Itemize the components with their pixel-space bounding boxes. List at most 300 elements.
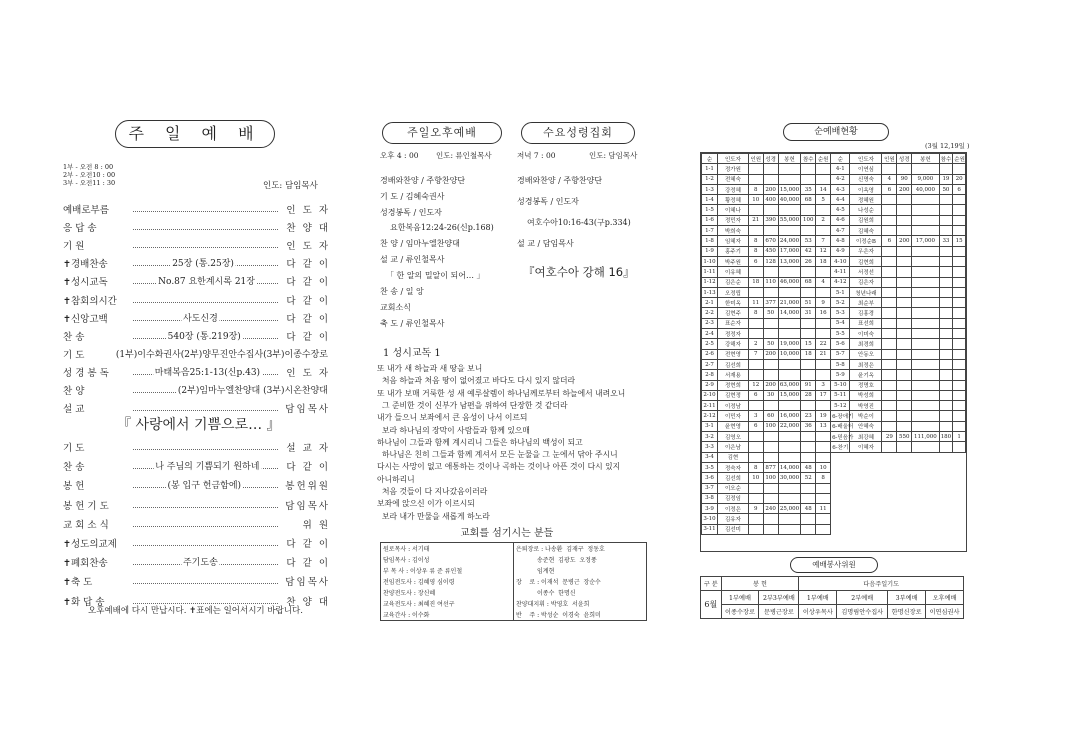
stats-cell: 강정혜 [718,184,749,194]
stats-cell [748,267,763,277]
stats-cell [748,318,763,328]
stats-cell [897,287,912,297]
staff-row [381,565,646,576]
stats-cell [816,329,831,339]
stats-cell [912,411,939,421]
order-label: 기 도 [63,349,85,361]
stats-cell [748,452,763,462]
stats-cell: 50 [763,339,778,349]
order-detail: 주기도송 [181,555,220,568]
stats-cell: 2-8 [702,370,718,380]
wednesday-sermon: 『여호수아 강해 16』 [523,265,635,279]
stats-cell [912,246,939,256]
stats-cell: 강해자 [718,339,749,349]
stats-cell [953,421,966,431]
stats-row [702,339,966,349]
stats-header: 성경 [897,154,912,164]
service-sub-header: 1부예배 [721,591,759,605]
stats-cell: 황정혜 [718,195,749,205]
stats-cell [748,359,763,369]
time-3: 3부 - 오전11 : 30 [63,179,116,187]
stats-cell [763,359,778,369]
afternoon-item: 요한복음12:24-26(신p.168) [390,223,494,232]
order-detail: (봉 입구 헌금함에) [165,478,243,491]
stats-cell: 1-6 [702,215,718,225]
stats-cell: 2-7 [702,359,718,369]
stats-cell [763,205,778,215]
stats-cell [801,164,816,174]
stats-cell: 29 [882,432,897,442]
stats-row [702,287,966,297]
stats-cell [897,318,912,328]
stats-cell [748,493,763,503]
stats-row [702,308,966,318]
order-label: ✝폐회찬송 [63,558,108,570]
order-person: 담임목사 [285,500,330,512]
order-detail: 540장 (통.219장) [166,329,243,342]
stats-cell [801,514,816,524]
afternoon-item: 찬 송 / 일 앙 [380,287,424,296]
stats-cell: 48 [801,462,816,472]
stats-cell [912,267,939,277]
stats-cell [939,442,953,452]
dotted-leader [133,583,278,584]
staff-right-cell: 찬양대지휘 : 박영호 서윤희 [514,598,647,609]
staff-row [381,598,646,609]
order-label: ✝경배찬송 [63,259,108,271]
stats-cell [816,287,831,297]
stats-empty-cell [831,524,966,534]
dotted-leader [133,247,278,248]
order-label: 성 경 봉 독 [63,367,109,379]
wednesday-title: 수요성령집회 [521,122,635,144]
stats-cell [778,401,801,411]
stats-cell [763,442,778,452]
stats-cell: 정명호 [850,380,882,390]
stats-cell [939,359,953,369]
stats-cell: 김현희 [850,256,882,266]
service-month: 6월 [701,591,722,619]
staff-left-cell: 교육전도사 : 최혜진 여선구 [381,598,514,609]
stats-cell: 이은남 [718,442,749,452]
stats-cell [939,195,953,205]
stats-cell [778,174,801,184]
stats-cell: 4-11 [831,267,850,277]
stats-cell: 22,000 [778,421,801,431]
stats-row [702,514,966,524]
order-person: 다 같 이 [286,331,330,343]
stats-cell [882,308,897,318]
stats-cell [801,205,816,215]
order-row [63,256,330,274]
service-person: 문병근장로 [759,605,799,619]
stats-cell [778,493,801,503]
stats-cell: 3-4 [702,452,718,462]
staff-left-cell: 원로목사 : 서기태 [381,543,514,554]
stats-cell: 23 [801,411,816,421]
stats-cell [939,329,953,339]
stats-cell [912,277,939,287]
dotted-leader [133,410,278,411]
service-title: 예배봉사위원 [790,557,878,573]
stats-cell [953,411,966,421]
stats-cell: 128 [763,256,778,266]
stats-cell: 377 [763,298,778,308]
stats-cell: 21 [748,215,763,225]
reading-line: 보좌에 앉으신 이가 이르시되 [377,499,475,509]
afternoon-time: 오후 4 : 00 [380,151,419,160]
stats-cell [778,514,801,524]
stats-cell: 18 [816,256,831,266]
reading-line: 그 준비한 것이 신부가 남편을 위하여 단장한 것 같더라 [377,400,568,410]
stats-cell [748,370,763,380]
stats-cell: 4-8 [831,236,850,246]
stats-cell [912,308,939,318]
stats-cell [816,524,831,534]
order-row [63,498,330,516]
stats-cell [953,380,966,390]
stats-cell [748,524,763,534]
service-table-box [700,576,964,619]
stats-cell: 21,000 [778,298,801,308]
order-person: 다 같 이 [286,462,330,474]
stats-empty-cell [831,504,966,514]
stats-cell: 이민자 [718,411,749,421]
stats-cell: 42 [801,246,816,256]
stats-cell [939,246,953,256]
wednesday-item: 경배와찬양 / 주향찬양단 [517,176,603,185]
order-detail: (2부)임마누엘찬양대 (3부)시온찬양대 [176,383,330,396]
stats-cell [816,359,831,369]
stats-cell [897,442,912,452]
stats-row [702,246,966,256]
stats-cell: 4-10 [831,256,850,266]
stats-cell: 김선미 [718,524,749,534]
stats-cell: 55,000 [778,215,801,225]
stats-cell [939,318,953,328]
stats-cell: 14,000 [778,462,801,472]
stats-row [702,205,966,215]
afternoon-item: 기 도 / 김혜숙권사 [380,192,445,201]
stats-empty-cell [831,493,966,503]
stats-cell: 전현영 [718,349,749,359]
stats-cell: 정혜원 [850,195,882,205]
staff-left-cell: 부 목 사 : 이상우 류 준 류인철 [381,565,514,576]
stats-cell: 4-2 [831,174,850,184]
staff-row [381,609,646,620]
dotted-leader [133,449,278,450]
stats-row [702,452,966,462]
stats-cell: 김혜숙 [850,226,882,236]
stats-cell: 1-12 [702,277,718,287]
stats-cell: 11 [816,504,831,514]
stats-cell: 9 [748,504,763,514]
order-row [63,274,330,292]
stats-row [702,432,966,442]
order-label: 예배로부름 [63,205,109,216]
stats-cell [748,287,763,297]
stats-cell: 김선희 [718,473,749,483]
stats-cell: 최정은 [850,359,882,369]
stats-cell [912,226,939,236]
stats-cell: 김현정 [718,390,749,400]
stats-cell: 16,000 [778,411,801,421]
order-row [63,574,330,592]
afternoon-item: 성경봉독 / 인도자 [380,208,442,217]
stats-cell [801,370,816,380]
order-row [63,440,330,458]
stats-row [702,164,966,174]
stats-cell: 400 [763,195,778,205]
stats-cell [897,329,912,339]
stats-cell [748,432,763,442]
stats-cell [882,421,897,431]
order-person: 찬 양 대 [286,596,330,608]
stats-cell: 36 [801,421,816,431]
order-label: 찬 양 [63,386,85,397]
stats-cell [763,329,778,339]
stats-cell [801,318,816,328]
stats-cell [912,442,939,452]
stats-cell [912,256,939,266]
stats-cell [778,205,801,215]
stats-cell: 40,000 [778,195,801,205]
dotted-leader [133,507,278,508]
stats-cell: 4-1 [831,164,850,174]
stats-cell [748,164,763,174]
stats-cell: 5-10 [831,380,850,390]
stats-cell: 8 [748,236,763,246]
stats-cell [882,359,897,369]
stats-cell: 서정선 [850,267,882,277]
stats-cell: 김홍경 [850,308,882,318]
order-row [63,311,330,329]
stats-cell [912,390,939,400]
stats-cell [801,493,816,503]
stats-cell: 2-3 [702,318,718,328]
dotted-leader [133,229,278,230]
order-row [63,365,330,383]
stats-row [702,442,966,452]
reading-line: 아니하리니 [377,474,415,484]
stats-cell: 2-6 [702,349,718,359]
stats-cell [882,329,897,339]
reading-line: 또 내가 보매 거룩한 성 새 예루살렘이 하나님께로부터 하늘에서 내려오니 [377,388,626,398]
stats-cell: 6 [748,390,763,400]
stats-cell: 정가원 [718,164,749,174]
order-person: 담임목사 [285,577,330,589]
stats-cell [912,298,939,308]
stats-cell [763,226,778,236]
stats-cell [801,359,816,369]
stats-cell: 35 [801,184,816,194]
staff-right-cell: 은퇴장로 : 나송환 김재구 정동호 [514,543,647,554]
stats-cell [912,164,939,174]
stats-cell [778,329,801,339]
stats-cell [816,442,831,452]
stats-header: 봉헌 [912,154,939,164]
stats-cell: 박성희 [850,390,882,400]
stats-cell: 10,000 [778,349,801,359]
stats-cell [939,411,953,421]
staff-left-cell: 교육간사 : 이수화 [381,609,514,620]
stats-cell: 2-1 [702,298,718,308]
stats-cell: 5-9 [831,370,850,380]
order-label: 봉 헌 [63,481,85,493]
order-row [63,293,330,311]
stats-cell: 표순자 [718,318,749,328]
stats-cell: 5-7 [831,349,850,359]
stats-cell [897,256,912,266]
stats-row [702,504,966,514]
staff-right-cell: 송준현 김광도 오정풍 [514,554,647,565]
stats-cell: 40,000 [912,184,939,194]
stats-cell [912,380,939,390]
order-person: 다 같 이 [286,277,330,289]
stats-header: 봉헌 [778,154,801,164]
stats-cell: 100 [763,473,778,483]
order-label: 봉 헌 기 도 [63,500,109,512]
stats-cell: 111,000 [912,432,939,442]
stats-cell [816,164,831,174]
stats-cell: 3-9 [702,504,718,514]
stats-cell: 서재용 [718,370,749,380]
service-person: 한명신장로 [888,605,926,619]
stats-cell [763,514,778,524]
stats-cell [882,226,897,236]
stats-cell [953,215,966,225]
stats-cell: 김원희 [850,215,882,225]
stats-cell [939,298,953,308]
stats-cell [912,318,939,328]
order-person: 인 도 자 [286,241,330,253]
stats-cell: 10 [748,473,763,483]
afternoon-item: 축 도 / 류인철목사 [380,319,445,328]
stats-cell [882,390,897,400]
stats-cell: 180 [939,432,953,442]
stats-cell [953,308,966,318]
order-row [63,478,330,496]
stats-cell: 51 [801,298,816,308]
wednesday-leader: 인도: 담임목사 [589,151,638,160]
stats-cell: 4 [816,277,831,287]
stats-cell: 90 [897,174,912,184]
stats-cell [748,483,763,493]
stats-cell: 21 [816,349,831,359]
stats-title: 순예배현황 [783,123,889,141]
wednesday-item: 여호수아10:16-43(구p.334) [527,218,631,227]
stats-cell: 5-12 [831,401,850,411]
stats-cell: 윤현영 [718,421,749,431]
stats-cell [912,329,939,339]
stats-cell: 100 [801,215,816,225]
stats-cell [953,195,966,205]
stats-cell: 91 [801,380,816,390]
stats-cell [939,277,953,287]
service-person: 이상우목사 [799,605,837,619]
stats-cell: 13,000 [778,256,801,266]
stats-cell: 5-6 [831,339,850,349]
stats-cell: 19 [816,411,831,421]
stats-cell: 최순부 [850,298,882,308]
wednesday-item: 성경봉독 / 인도자 [517,197,579,206]
stats-cell: 15,000 [778,184,801,194]
stats-cell [953,442,966,452]
stats-cell [897,215,912,225]
stats-cell [816,514,831,524]
order-row [63,459,330,477]
stats-cell: 68 [801,195,816,205]
stats-cell [801,401,816,411]
stats-cell [897,339,912,349]
stats-cell: 안동오 [850,349,882,359]
stats-cell [801,452,816,462]
stats-cell [748,329,763,339]
stats-date: (3월 12,19일 ) [925,142,970,150]
stats-cell: 1-2 [702,174,718,184]
staff-title: 교회를 섬기시는 분들 [460,528,554,539]
stats-cell: 2-10 [702,390,718,400]
stats-header: 순 [702,154,718,164]
stats-cell: 550 [897,432,912,442]
stats-row [702,215,966,225]
service-col-prayer: 다음주일기도 [799,577,964,591]
stats-cell [801,432,816,442]
staff-left-cell: 전임전도사 : 김혜영 심이령 [381,576,514,587]
stats-row [702,184,966,194]
stats-cell [763,432,778,442]
stats-cell: 이혜나 [718,205,749,215]
reading-line: 또 내가 새 하늘과 새 땅을 보니 [377,364,483,373]
stats-cell: 200 [897,236,912,246]
stats-cell [912,215,939,225]
stats-cell [897,370,912,380]
reading-line: 보라 하나님의 장막이 사람들과 함께 있으매 [377,425,530,435]
stats-cell [939,370,953,380]
stats-cell [816,267,831,277]
stats-cell: 이미숙 [850,329,882,339]
stats-cell [953,329,966,339]
order-row [63,555,330,573]
order-row [63,517,330,535]
order-label: 교 회 소 식 [63,519,109,531]
stats-cell: 3-10 [702,514,718,524]
dotted-leader [133,545,278,546]
stats-cell: 2-2 [702,308,718,318]
stats-cell: 정정자 [718,329,749,339]
stats-cell [912,370,939,380]
stats-row [702,370,966,380]
stats-cell [953,287,966,297]
stats-cell [882,215,897,225]
stats-cell [897,349,912,359]
stats-cell: 이정은 [718,504,749,514]
stats-cell: 6-믿음가 [831,432,850,442]
stats-cell: 60 [763,411,778,421]
stats-cell: 11 [748,298,763,308]
stats-cell [882,370,897,380]
stats-cell: 2-12 [702,411,718,421]
order-person: 다 같 이 [286,313,330,325]
stats-cell [953,370,966,380]
stats-cell [897,390,912,400]
reading-heading: 1 성시교독 1 [383,348,441,359]
stats-cell [939,256,953,266]
stats-cell: 정숙자 [718,462,749,472]
stats-cell: 표선희 [850,318,882,328]
stats-cell [763,401,778,411]
stats-cell [897,267,912,277]
